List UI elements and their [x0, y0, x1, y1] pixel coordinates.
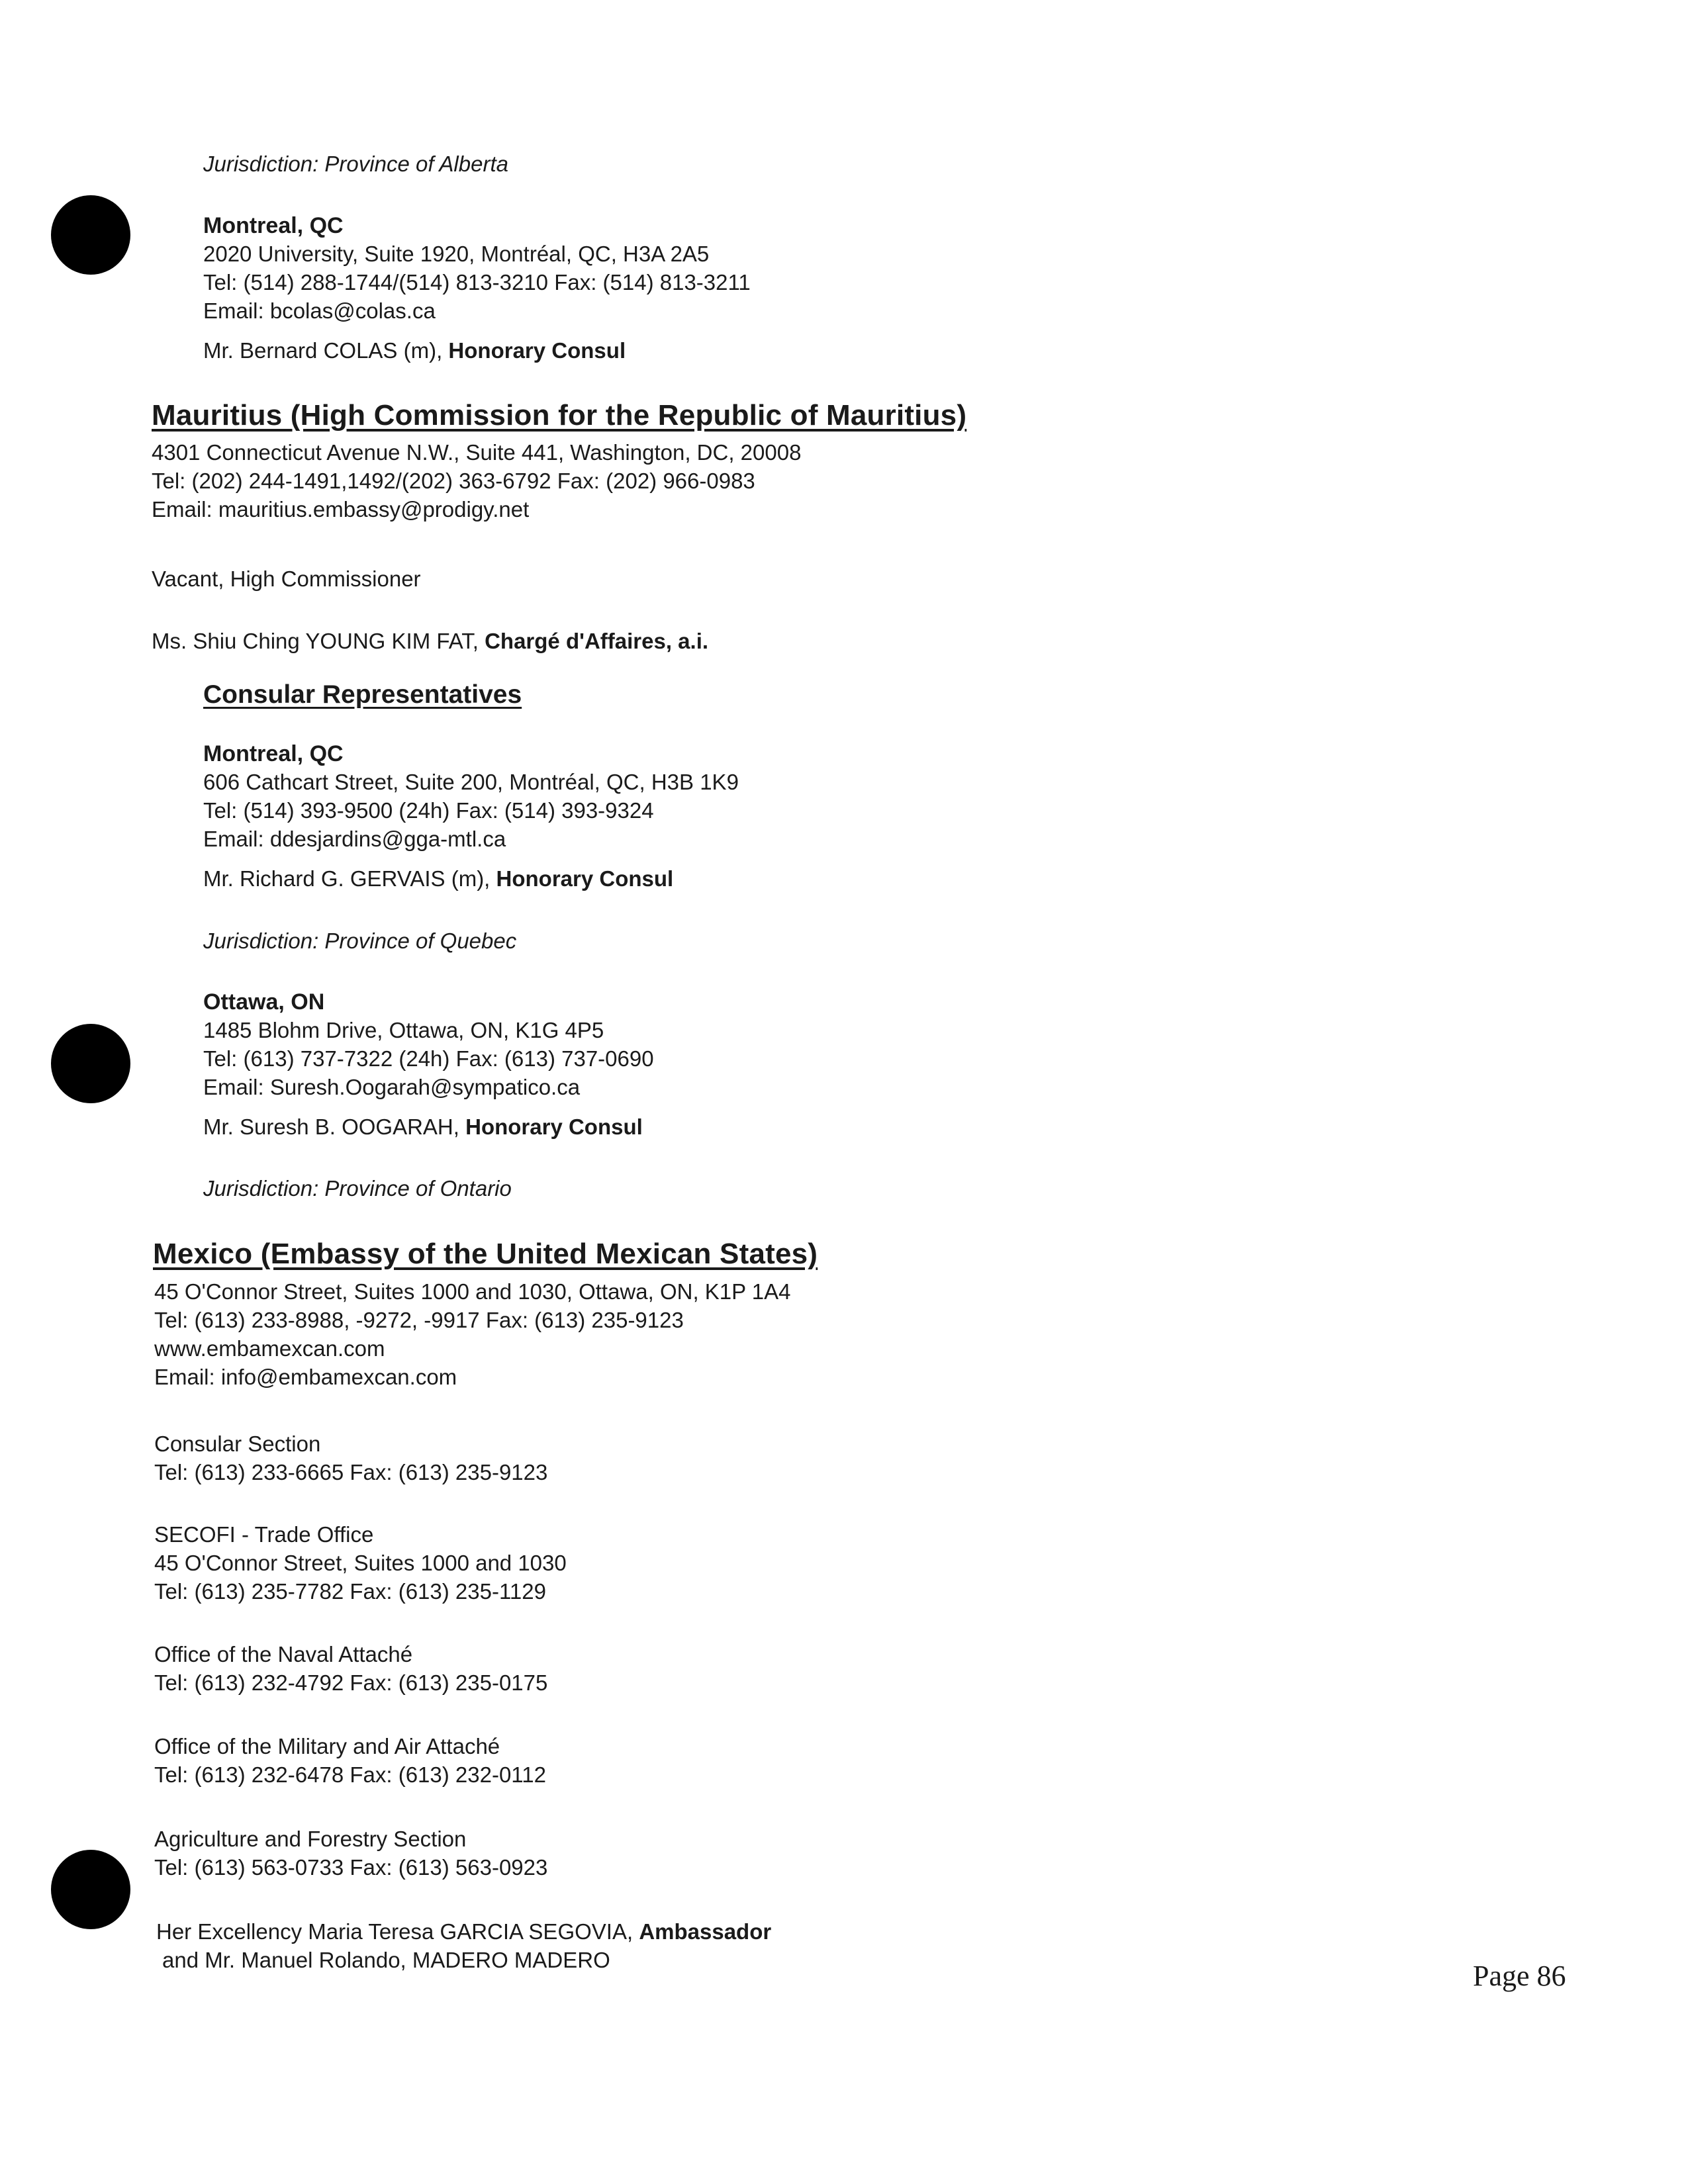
city-name: Montreal, QC — [203, 741, 344, 766]
person-title: Honorary Consul — [465, 1115, 643, 1139]
mexico-naval-attache — [154, 1640, 547, 1697]
person-title: Chargé d'Affaires, a.i. — [485, 629, 709, 653]
punch-hole-bottom — [51, 1850, 130, 1929]
section-label: SECOFI - Trade Office — [154, 1522, 374, 1547]
address: 45 O'Connor Street, Suites 1000 and 1030 — [154, 1551, 567, 1575]
person-title: Ambassador — [639, 1919, 772, 1944]
section-label: Consular Section — [154, 1432, 321, 1456]
consul-entry-colas — [203, 213, 751, 365]
email: Email: bcolas@colas.ca — [203, 298, 436, 323]
city-name: Montreal, QC — [203, 213, 344, 238]
person-name: Her Excellency Maria Teresa GARCIA SEGOVIA, — [156, 1919, 639, 1944]
person-title: Honorary Consul — [448, 338, 626, 363]
charge-daffaires — [152, 627, 708, 655]
punch-hole-middle — [51, 1024, 130, 1103]
punch-hole-top — [51, 195, 130, 275]
alberta-jurisdiction: Jurisdiction: Province of Alberta — [203, 152, 508, 176]
phone-fax: Tel: (613) 737-7322 (24h) Fax: (613) 737-0690 — [203, 1046, 654, 1071]
phone-fax: Tel: (613) 232-4792 Fax: (613) 235-0175 — [154, 1670, 548, 1695]
phone-fax: Tel: (202) 244-1491,1492/(202) 363-6792 Fax: (202) 966-0983 — [152, 469, 755, 493]
phone-fax: Tel: (613) 563-0733 Fax: (613) 563-0923 — [154, 1855, 548, 1880]
address: 4301 Connecticut Avenue N.W., Suite 441, Washington, DC, 20008 — [152, 440, 802, 465]
mexico-contact — [154, 1277, 790, 1391]
address: 606 Cathcart Street, Suite 200, Montréal, QC, H3B 1K9 — [203, 770, 739, 794]
city-name: Ottawa, ON — [203, 989, 325, 1015]
phone-fax: Tel: (514) 393-9500 (24h) Fax: (514) 393-9324 — [203, 798, 654, 823]
section-label: Agriculture and Forestry Section — [154, 1827, 467, 1851]
phone-fax: Tel: (613) 232-6478 Fax: (613) 232-0112 — [154, 1762, 546, 1787]
email: Email: Suresh.Oogarah@sympatico.ca — [203, 1075, 581, 1099]
email: Email: info@embamexcan.com — [154, 1365, 457, 1389]
consul-name — [203, 1113, 654, 1141]
high-commissioner: Vacant, High Commissioner — [152, 567, 421, 591]
address: 45 O'Connor Street, Suites 1000 and 1030, Ottawa, ON, K1P 1A4 — [154, 1279, 791, 1304]
email: Email: mauritius.embassy@prodigy.net — [152, 497, 530, 522]
person-title: Honorary Consul — [496, 866, 674, 891]
mexico-ambassador — [156, 1917, 771, 1974]
phone-fax: Tel: (613) 235-7782 Fax: (613) 235-1129 — [154, 1579, 546, 1604]
mexico-military-attache — [154, 1732, 546, 1789]
person-name: Mr. Richard G. GERVAIS (m), — [203, 866, 496, 891]
person-name: Ms. Shiu Ching YOUNG KIM FAT, — [152, 629, 485, 653]
consul-name — [203, 336, 751, 365]
section-label: Office of the Military and Air Attaché — [154, 1734, 500, 1758]
consul-entry-gervais — [203, 741, 739, 893]
mauritius-contact — [152, 438, 801, 523]
phone-fax: Tel: (514) 288-1744/(514) 813-3210 Fax: (514) 813-3211 — [203, 270, 751, 295]
consul-name — [203, 864, 739, 893]
spouse-line: and Mr. Manuel Rolando, MADERO MADERO — [162, 1948, 610, 1972]
phone-fax: Tel: (613) 233-6665 Fax: (613) 235-9123 — [154, 1460, 548, 1484]
section-label: Office of the Naval Attaché — [154, 1642, 413, 1666]
ambassador-line — [156, 1917, 771, 1946]
mexico-consular-section — [154, 1430, 547, 1486]
country-heading-mauritius: Mauritius (High Commission for the Republic of Mauritius) — [152, 399, 967, 432]
person-name: Mr. Suresh B. OOGARAH, — [203, 1115, 466, 1139]
consul-entry-oogarah — [203, 989, 654, 1141]
address: 1485 Blohm Drive, Ottawa, ON, K1G 4P5 — [203, 1018, 604, 1042]
address: 2020 University, Suite 1920, Montréal, QC, H3A 2A5 — [203, 242, 710, 266]
ontario-jurisdiction: Jurisdiction: Province of Ontario — [203, 1176, 512, 1201]
page-number: Page 86 — [1473, 1960, 1566, 1992]
email: Email: ddesjardins@gga-mtl.ca — [203, 827, 506, 851]
mexico-trade-office — [154, 1520, 567, 1606]
quebec-jurisdiction: Jurisdiction: Province of Quebec — [203, 929, 517, 953]
website: www.embamexcan.com — [154, 1336, 385, 1361]
mexico-agriculture-section — [154, 1825, 547, 1882]
consular-representatives-heading: Consular Representatives — [203, 680, 522, 709]
person-name: Mr. Bernard COLAS (m), — [203, 338, 449, 363]
country-heading-mexico: Mexico (Embassy of the United Mexican States) — [153, 1238, 818, 1270]
phone-fax: Tel: (613) 233-8988, -9272, -9917 Fax: (613) 235-9123 — [154, 1308, 684, 1332]
